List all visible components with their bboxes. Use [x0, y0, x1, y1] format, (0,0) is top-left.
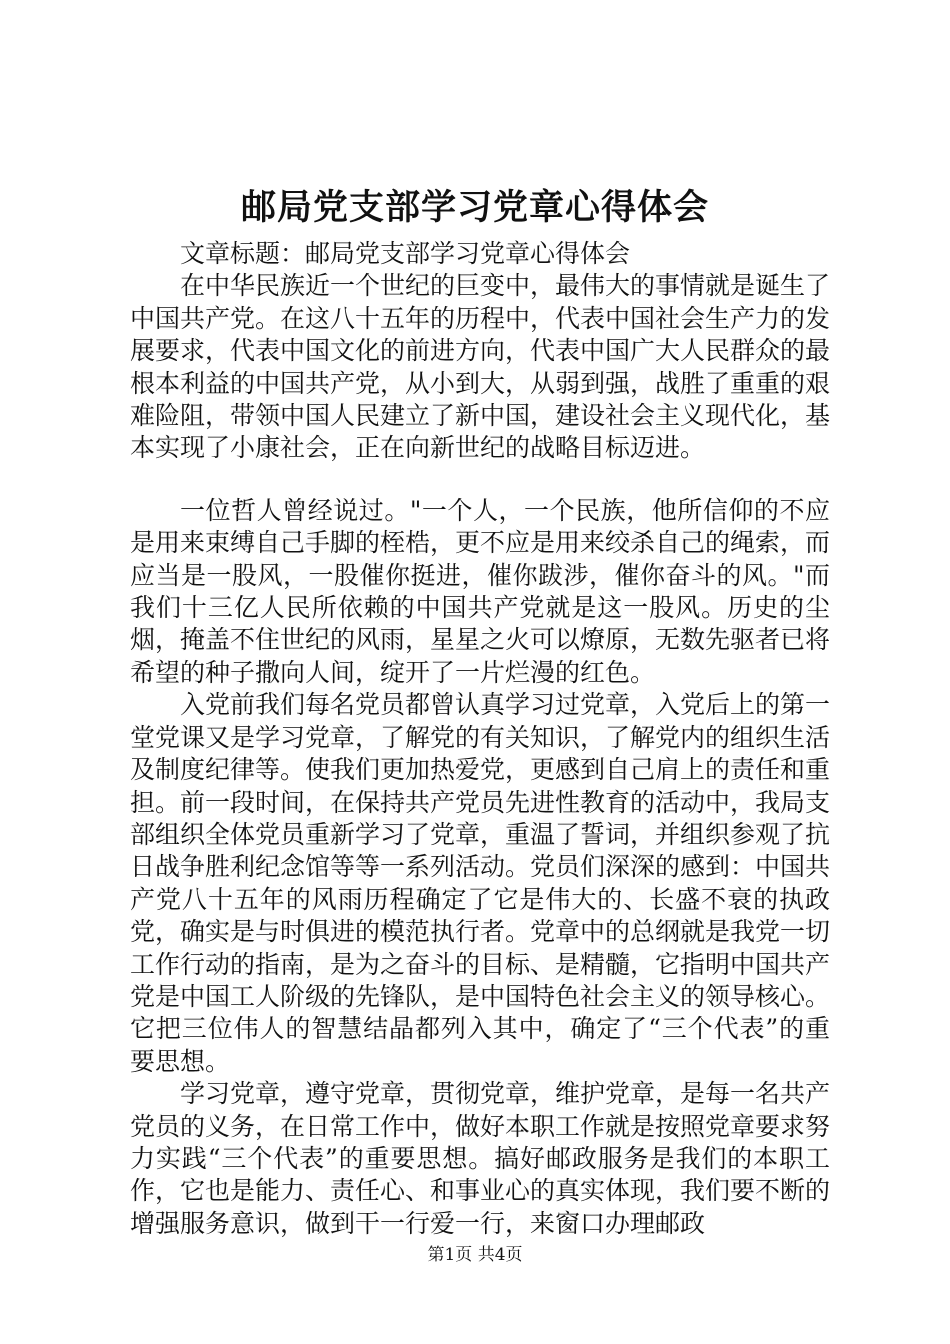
- paragraph-duty: 学习党章，遵守党章，贯彻党章，维护党章，是每一名共产党员的义务，在日常工作中，做好本职工作就是按照党章要求努力实践“三个代表”的重要思想。搞好邮政服务是我们的本职工作，它也是能力、责任心、和事业心的真实体现，我们要不断的增强服务意识，做到干一行爱一行，来窗口办理邮政: [130, 1079, 831, 1238]
- paragraph-party-constitution: 入党前我们每名党员都曾认真学习过党章，入党后上的第一堂党课又是学习党章，了解党的有关知识，了解党内的组织生活及制度纪律等。使我们更加热爱党，更感到自己肩上的责任和重担。前一段时间，在保持共产党员先进性教育的活动中，我局支部组织全体党员重新学习了党章，重温了誓词，并组织参观了抗日战争胜利纪念馆等等一系列活动。党员们深深的感到：中国共产党八十五年的风雨历程确定了它是伟大的、长盛不衰的执政党，确实是与时俱进的模范执行者。党章中的总纲就是我党一切工作行动的指南，是为之奋斗的目标、是精髓，它指明中国共产党是中国工人阶级的先锋队，是中国特色社会主义的领导核心。它把三位伟人的智慧结晶都列入其中，确定了“三个代表”的重要思想。: [130, 690, 831, 1076]
- paragraph-philosopher: 一位哲人曾经说过。"一个人，一个民族，他所信仰的不应是用来束缚自己手脚的桎梏，更不应是用来绞杀自己的绳索，而应当是一股风，一股催你挺进，催你跋涉，催你奋斗的风。"而我们十三亿人民所依赖的中国共产党就是这一股风。历史的尘烟，掩盖不住世纪的风雨，星星之火可以燎原，无数先驱者已将希望的种子撒向人间，绽开了一片烂漫的红色。: [130, 495, 831, 687]
- article-heading-line: 文章标题：邮局党支部学习党章心得体会: [180, 239, 631, 268]
- page-number-footer: 第1页 共4页: [427, 1245, 523, 1265]
- document-body: [130, 238, 830, 1240]
- document-title: 邮局党支部学习党章心得体会: [240, 187, 709, 228]
- paragraph-intro: 在中华民族近一个世纪的巨变中，最伟大的事情就是诞生了中国共产党。在这八十五年的历程中，代表中国社会生产力的发展要求，代表中国文化的前进方向，代表中国广大人民群众的最根本利益的中国共产党，从小到大，从弱到强，战胜了重重的艰难险阻，带领中国人民建立了新中国，建设社会主义现代化，基本实现了小康社会，正在向新世纪的战略目标迈进。: [130, 271, 831, 463]
